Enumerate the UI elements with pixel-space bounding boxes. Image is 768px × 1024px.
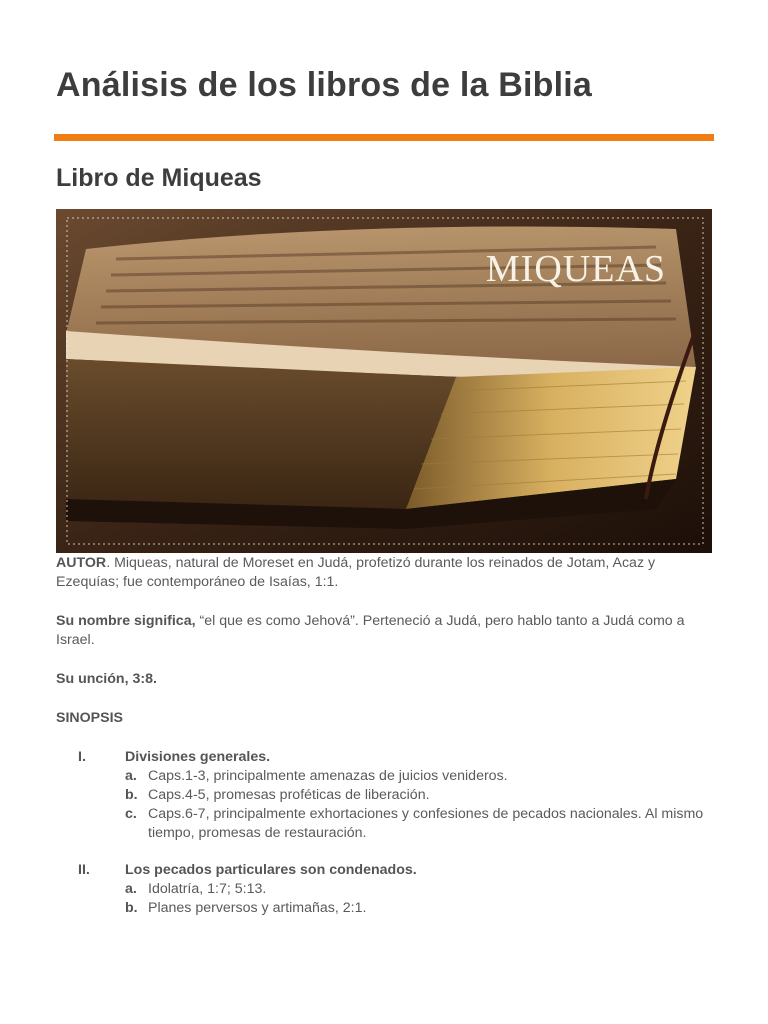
title-divider xyxy=(54,134,714,141)
outline-heading: Divisiones generales. xyxy=(125,749,271,765)
sinopsis-heading xyxy=(56,709,716,728)
item-text: Planes perversos y artimañas, 2:1. xyxy=(148,900,367,916)
nombre-label: Su nombre significa, xyxy=(56,613,196,629)
sinopsis-label: SINOPSIS xyxy=(56,710,124,726)
synopsis-outline xyxy=(56,748,716,918)
outline-heading: Los pecados particulares son condenados. xyxy=(125,862,417,878)
outline-section xyxy=(56,861,716,918)
outline-subitems xyxy=(125,880,716,918)
list-item xyxy=(125,899,716,918)
item-text: Caps.6-7, principalmente exhortaciones y confesiones de pecados nacionales. Al mismo tiempo, promesas de restauración. xyxy=(148,806,704,841)
hero-image xyxy=(56,209,712,553)
document-body xyxy=(56,554,716,936)
outline-numeral: II. xyxy=(78,862,90,878)
outline-numeral: I. xyxy=(78,749,86,765)
section-title: Libro de Miqueas xyxy=(56,164,262,192)
nombre-text: “el que es como Jehová”. Perteneció a Judá, pero hablo tanto a Judá como a Israel. xyxy=(56,613,685,648)
autor-text: . Miqueas, natural de Moreset en Judá, profetizó durante los reinados de Jotam, Acaz y Ezequías; fue contemporáneo de Isaías, 1:1. xyxy=(56,555,656,590)
uncion-text: Su unción, 3:8. xyxy=(56,671,157,687)
list-item xyxy=(125,880,716,899)
item-letter: b. xyxy=(125,787,138,803)
item-text: Caps.1-3, principalmente amenazas de juicios venideros. xyxy=(148,768,508,784)
item-letter: b. xyxy=(125,900,138,916)
list-item xyxy=(125,805,716,843)
document-title: Análisis de los libros de la Biblia xyxy=(56,66,593,104)
item-letter: a. xyxy=(125,881,137,897)
outline-section xyxy=(56,748,716,843)
item-letter: a. xyxy=(125,768,137,784)
autor-paragraph xyxy=(56,554,716,592)
outline-subitems xyxy=(125,767,716,843)
hero-caption: MIQUEAS xyxy=(485,248,666,290)
list-item xyxy=(125,767,716,786)
item-letter: c. xyxy=(125,806,137,822)
nombre-paragraph xyxy=(56,612,716,650)
list-item xyxy=(125,786,716,805)
uncion-paragraph xyxy=(56,670,716,689)
item-text: Idolatría, 1:7; 5:13. xyxy=(148,881,267,897)
item-text: Caps.4-5, promesas proféticas de liberación. xyxy=(148,787,430,803)
open-bible-illustration xyxy=(56,209,712,553)
autor-label: AUTOR xyxy=(56,555,107,571)
